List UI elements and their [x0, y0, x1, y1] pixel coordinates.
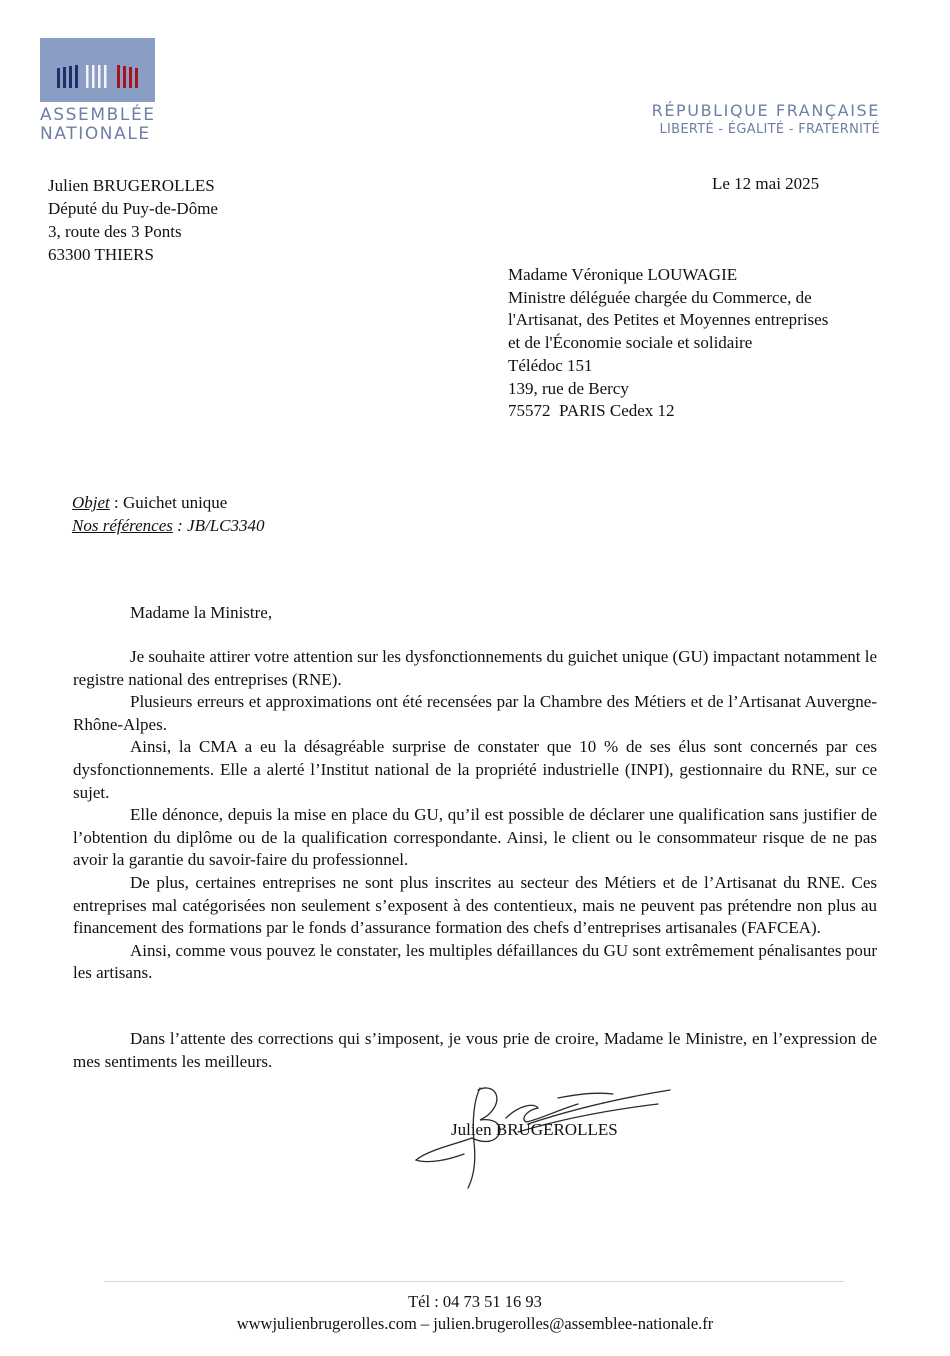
reference-label: Nos références: [72, 516, 173, 535]
sender-title: Député du Puy-de-Dôme: [48, 199, 218, 218]
sender-address-line1: 3, route des 3 Ponts: [48, 222, 182, 241]
assemblee-nationale-logo: [40, 38, 155, 144]
body-paragraph: Je souhaite attirer votre attention sur les dysfonctionnements du guichet unique (GU) impactant notamment le registre national des entreprises (RNE).: [73, 647, 877, 689]
object-label: Objet: [72, 493, 110, 512]
recipient-line: 75572 PARIS Cedex 12: [508, 401, 675, 421]
body-paragraph: Plusieurs erreurs et approximations ont été recensées par la Chambre des Métiers et de l’Artisanat Auvergne-Rhône-Alpes.: [73, 692, 877, 734]
body-paragraph: De plus, certaines entreprises ne sont plus inscrites au secteur des Métiers et de l’Artisanat du RNE. Ces entreprises mal catégorisées non seulement s’exposent à des contentieux, mais ne peuvent pas prétendre non plus au financement des formations par le fonds d’assurance formation des chefs d’entreprises artisanales (FAFCEA).: [73, 872, 877, 938]
reference-line: [72, 514, 264, 537]
sender-block: [48, 174, 218, 266]
logo-word-nationale: NATIONALE: [40, 124, 151, 144]
reference-value: : JB/LC3340: [172, 516, 265, 535]
hemicycle-logo-icon: [40, 38, 155, 102]
salutation: Madame la Ministre,: [130, 603, 273, 622]
letter-date: Le 12 mai 2025: [712, 174, 820, 193]
closing-paragraph: Dans l’attente des corrections qui s’imposent, je vous prie de croire, Madame le Ministre, en l’expression de mes sentiments les meilleurs.: [73, 1029, 877, 1071]
footer-divider: [104, 1281, 844, 1282]
recipient-line: Madame Véronique LOUWAGIE: [508, 265, 738, 284]
signer-name: Julien BRUGEROLLES: [451, 1120, 618, 1139]
republique-title: RÉPUBLIQUE FRANÇAISE: [651, 101, 880, 120]
body-paragraph: Ainsi, la CMA a eu la désagréable surprise de constater que 10 % de ses élus sont concernés par ces dysfonctionnements. Elle a alerté l’Institut national de la propriété industrielle (INPI), gestionnaire du RNE, sur ce sujet.: [73, 737, 877, 802]
body-paragraph: Ainsi, comme vous pouvez le constater, les multiples défaillances du GU sont extrêmement pénalisantes pour les artisans.: [73, 940, 877, 983]
republique-francaise-header: [652, 101, 880, 139]
object-line: [72, 491, 264, 514]
footer-phone: Tél : 04 73 51 16 93: [408, 1292, 542, 1311]
logo-word-assemblee: ASSEMBLÉE: [40, 105, 156, 125]
letter-body: [73, 646, 877, 985]
recipient-line: et de l'Économie sociale et solidaire: [508, 333, 753, 353]
recipient-line: Ministre déléguée chargée du Commerce, de: [508, 287, 812, 307]
letter-references: [72, 491, 264, 537]
republique-motto: LIBERTÉ - ÉGALITÉ - FRATERNITÉ: [659, 122, 880, 137]
footer-web-email: wwwjulienbrugerolles.com – julien.brugerolles@assemblee-nationale.fr: [236, 1314, 714, 1333]
body-paragraph: Elle dénonce, depuis la mise en place du GU, qu’il est possible de déclarer une qualification sans justifier de l’obtention du diplôme ou de la qualification correspondante. Ainsi, le client ou le consommateur risque de ne pas avoir la garantie du savoir-faire du professionnel.: [73, 805, 877, 870]
object-value: : Guichet unique: [109, 493, 228, 512]
recipient-line: Télédoc 151: [508, 355, 593, 375]
letter-footer: [0, 1291, 950, 1335]
sender-address-line2: 63300 THIERS: [48, 245, 154, 264]
recipient-block: [508, 264, 828, 423]
recipient-line: 139, rue de Bercy: [508, 378, 629, 398]
recipient-line: l'Artisanat, des Petites et Moyennes entreprises: [508, 310, 829, 330]
sender-name: Julien BRUGEROLLES: [48, 176, 215, 195]
